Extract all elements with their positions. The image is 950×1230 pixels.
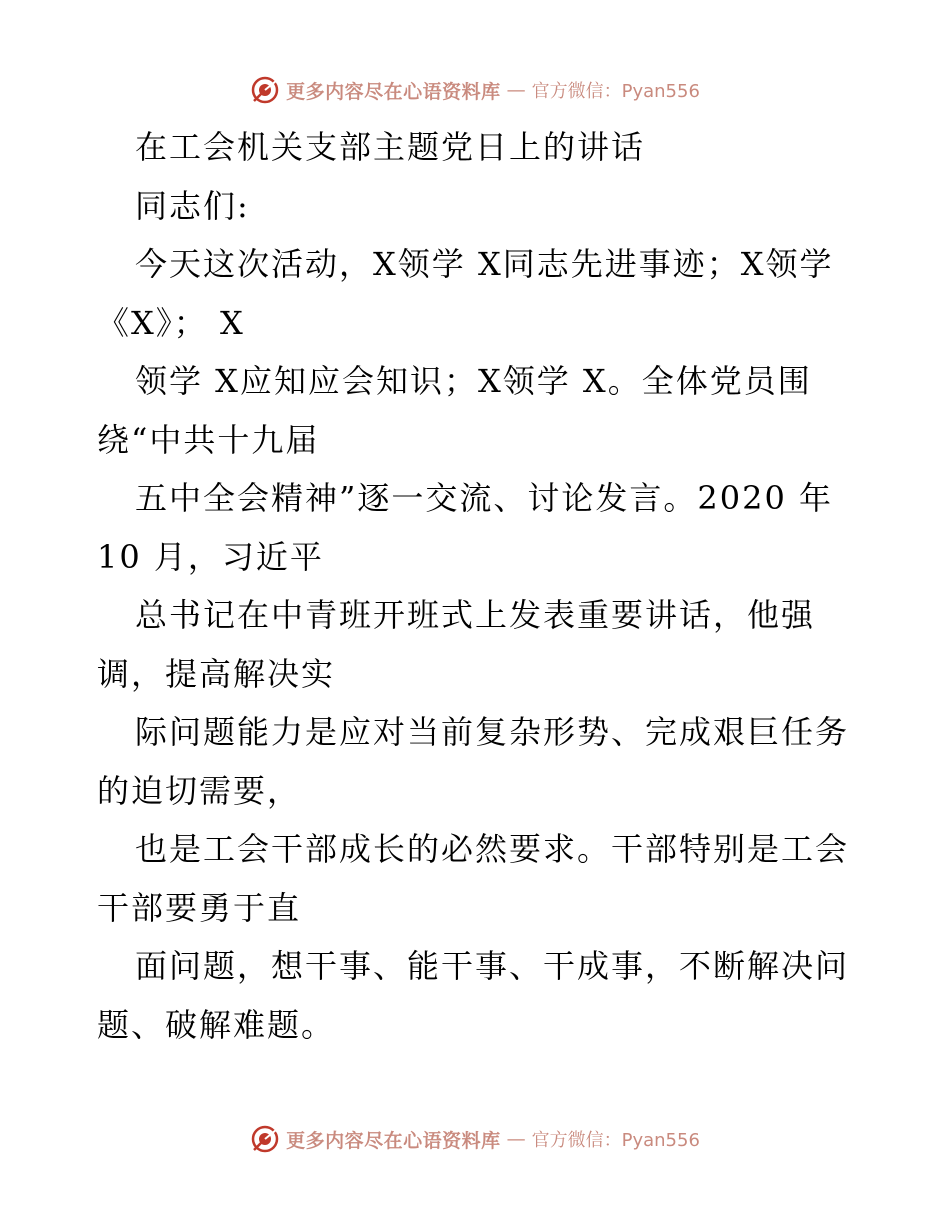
watermark-contact: 官方微信：Pyan556 [531, 81, 700, 102]
paragraph-line: 面问题，想干事、能干事、干成事，不断解决问 [135, 947, 850, 985]
document-body [97, 118, 857, 1054]
footer-watermark [0, 1122, 950, 1156]
paragraph-line: 的迫切需要， [97, 771, 302, 810]
salutation: 同志们: [135, 186, 250, 225]
watermark-contact: 官方微信：Pyan556 [531, 1130, 700, 1151]
paragraph-line: 五中全会精神”逐一交流、讨论发言。2020 年 [135, 479, 833, 517]
watermark-separator: — [506, 79, 526, 101]
paragraph-line: 10 月，习近平 [97, 537, 324, 576]
paragraph-line: 领学 X应知应会知识；X领学 X。全体党员围 [135, 362, 812, 400]
paragraph-line: 绕“中共十九届 [97, 420, 320, 459]
pen-nib-logo-icon [250, 75, 280, 105]
paragraph-line: 总书记在中青班开班式上发表重要讲话，他强 [135, 596, 816, 634]
header-watermark [0, 73, 950, 107]
paragraph-line: 干部要勇于直 [97, 888, 302, 927]
paragraph-line: 也是工会干部成长的必然要求。干部特别是工会 [135, 830, 850, 868]
paragraph-line: 题、破解难题。 [97, 1005, 336, 1044]
pen-nib-logo-icon [250, 1124, 280, 1154]
watermark-text: 更多内容尽在心语资料库 [286, 80, 501, 103]
paragraph-line: 调，提高解决实 [97, 654, 336, 693]
paragraph-line: 今天这次活动，X领学 X同志先进事迹；X领学 [135, 245, 834, 283]
paragraph-line: 《X》； X [97, 303, 245, 342]
document-title: 在工会机关支部主题党日上的讲话 [135, 128, 646, 166]
watermark-separator: — [506, 1128, 526, 1150]
watermark-text: 更多内容尽在心语资料库 [286, 1129, 501, 1152]
paragraph-line: 际问题能力是应对当前复杂形势、完成艰巨任务 [135, 713, 850, 751]
